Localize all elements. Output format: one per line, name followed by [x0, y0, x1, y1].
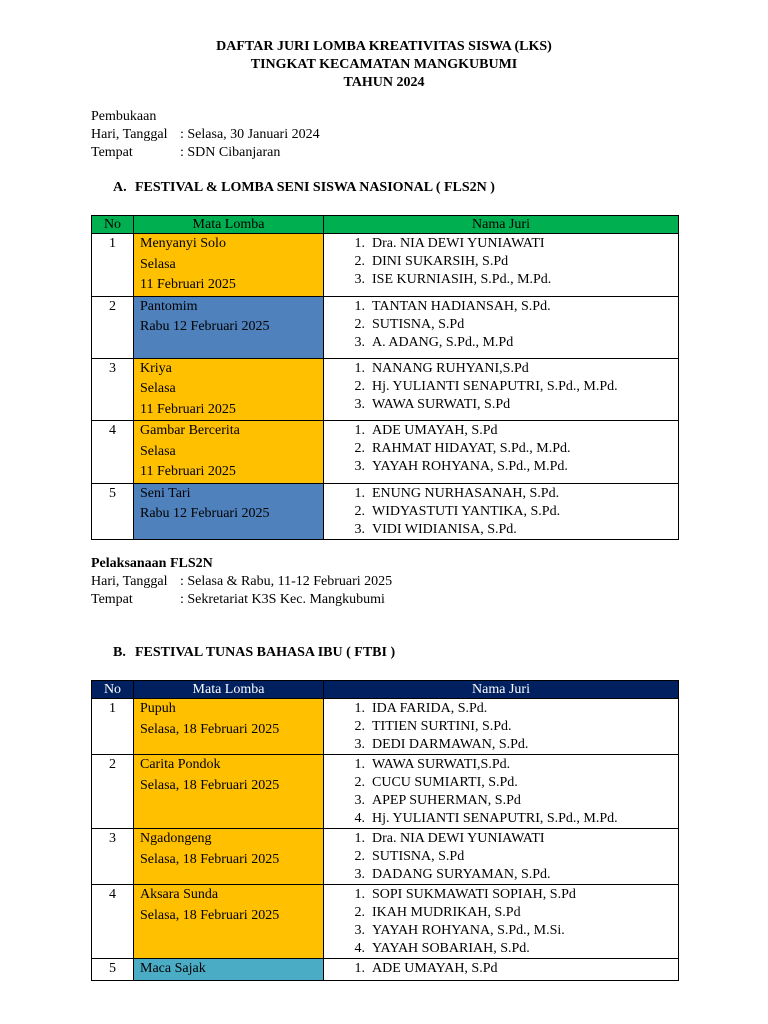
- list-number: 3.: [354, 793, 365, 808]
- list-number: 2.: [354, 849, 365, 864]
- juri-list-item: [324, 360, 678, 378]
- fls2n-table: [91, 215, 679, 540]
- juri-list: [324, 756, 678, 828]
- list-number: 1.: [354, 701, 365, 716]
- juri-name: TITIEN SURTINI, S.Pd.: [372, 719, 512, 734]
- mata-lomba-cell: [134, 829, 324, 885]
- row-number: 2: [92, 296, 134, 358]
- juri-name: DADANG SURYAMAN, S.Pd.: [372, 867, 551, 882]
- list-number: 3.: [354, 521, 365, 537]
- mata-lomba-text: Kriya: [140, 360, 172, 376]
- juri-name: APEP SUHERMAN, S.Pd: [372, 793, 521, 808]
- list-number: 1.: [354, 360, 365, 376]
- row-number: 4: [92, 885, 134, 959]
- row-number: 1: [92, 234, 134, 297]
- table-row: [92, 296, 679, 358]
- juri-name: SUTISNA, S.Pd: [372, 316, 465, 332]
- row-number: 1: [92, 699, 134, 755]
- section-a-title: FESTIVAL & LOMBA SENI SISWA NASIONAL ( FLS2N ): [135, 180, 495, 195]
- column-header-mata-lomba: Mata Lomba: [134, 681, 324, 699]
- juri-list-item: [324, 334, 678, 352]
- juri-list-item: [324, 886, 678, 904]
- juri-list-item: [324, 503, 678, 521]
- juri-name: RAHMAT HIDAYAT, S.Pd., M.Pd.: [372, 441, 571, 456]
- mata-lomba-text: Pupuh: [140, 701, 176, 716]
- title-line-2: TINGKAT KECAMATAN MANGKUBUMI: [250, 57, 518, 72]
- list-number: 1.: [354, 757, 365, 772]
- section-b-letter: B.: [113, 645, 126, 660]
- juri-list: [324, 422, 678, 476]
- juri-list-item: [324, 756, 678, 774]
- row-number: 2: [92, 755, 134, 829]
- juri-name: ISE KURNIASIH, S.Pd., M.Pd.: [372, 272, 552, 287]
- mata-lomba-cell: [134, 358, 324, 421]
- juri-list-item: [324, 848, 678, 866]
- list-number: 2.: [354, 441, 365, 456]
- table-row: [92, 421, 679, 484]
- mata-lomba-text: Selasa, 18 Februari 2025: [140, 777, 280, 793]
- list-number: 1.: [354, 423, 365, 438]
- juri-name: WAWA SURWATI, S.Pd: [372, 396, 511, 412]
- juri-name: DEDI DARMAWAN, S.Pd.: [372, 737, 529, 752]
- nama-juri-cell: [324, 959, 679, 981]
- list-number: 1.: [354, 961, 365, 976]
- ftbi-table: [91, 680, 679, 981]
- table-row: [92, 755, 679, 829]
- mata-lomba-text: Rabu 12 Februari 2025: [140, 506, 270, 521]
- mata-lomba-text: Pantomim: [140, 298, 198, 314]
- list-number: 1.: [354, 298, 365, 314]
- mata-lomba-text: 11 Februari 2025: [140, 277, 236, 292]
- juri-list-item: [324, 810, 678, 828]
- pelaksanaan-hari-value: : Selasa & Rabu, 11-12 Februari 2025: [180, 574, 393, 589]
- juri-list-item: [324, 792, 678, 810]
- table-row: [92, 699, 679, 755]
- juri-name: A. ADANG, S.Pd., M.Pd: [372, 334, 514, 350]
- mata-lomba-text: 11 Februari 2025: [140, 464, 236, 479]
- juri-name: VIDI WIDIANISA, S.Pd.: [372, 521, 517, 537]
- nama-juri-cell: [324, 699, 679, 755]
- column-header-mata-lomba: Mata Lomba: [134, 216, 324, 234]
- juri-list-item: [324, 736, 678, 754]
- pelaksanaan-tempat-value: : Sekretariat K3S Kec. Mangkubumi: [180, 592, 385, 607]
- juri-list-item: [324, 378, 678, 396]
- juri-name: Dra. NIA DEWI YUNIAWATI: [372, 236, 545, 251]
- column-header-nama-juri: Nama Juri: [324, 681, 679, 699]
- list-number: 2.: [354, 905, 365, 920]
- juri-list-item: [324, 866, 678, 884]
- mata-lomba-text: Ngadongeng: [140, 831, 212, 846]
- juri-list-item: [324, 700, 678, 718]
- nama-juri-cell: [324, 358, 679, 421]
- section-b-title: FESTIVAL TUNAS BAHASA IBU ( FTBI ): [135, 645, 396, 660]
- juri-list: [324, 886, 678, 958]
- nama-juri-cell: [324, 234, 679, 297]
- pelaksanaan-hari-key: Hari, Tanggal: [91, 574, 168, 589]
- juri-list-item: [324, 253, 678, 271]
- juri-list-item: [324, 521, 678, 539]
- mata-lomba-text: Selasa, 18 Februari 2025: [140, 907, 280, 923]
- table-row: [92, 234, 679, 297]
- pembukaan-tempat-value: : SDN Cibanjaran: [180, 145, 281, 160]
- pembukaan-label: Pembukaan: [91, 109, 157, 124]
- nama-juri-cell: [324, 885, 679, 959]
- pelaksanaan-info: [91, 555, 392, 609]
- section-a-heading: [113, 180, 495, 196]
- pembukaan-hari-value: : Selasa, 30 Januari 2024: [180, 127, 320, 142]
- nama-juri-cell: [324, 829, 679, 885]
- section-b-heading: [113, 645, 395, 661]
- juri-list-item: [324, 458, 678, 476]
- table-row: [92, 885, 679, 959]
- mata-lomba-text: Selasa, 18 Februari 2025: [140, 851, 280, 867]
- pembukaan-tempat-key: Tempat: [91, 145, 133, 160]
- juri-list-item: [324, 422, 678, 440]
- list-number: 2.: [354, 254, 365, 269]
- juri-list: [324, 235, 678, 289]
- table-row: [92, 829, 679, 885]
- juri-name: YAYAH SOBARIAH, S.Pd.: [372, 941, 530, 956]
- list-number: 3.: [354, 272, 365, 287]
- nama-juri-cell: [324, 755, 679, 829]
- mata-lomba-cell: [134, 755, 324, 829]
- list-number: 3.: [354, 396, 365, 412]
- juri-name: ADE UMAYAH, S.Pd: [372, 961, 498, 976]
- nama-juri-cell: [324, 296, 679, 358]
- mata-lomba-cell: [134, 483, 324, 539]
- juri-list: [324, 298, 678, 352]
- mata-lomba-text: Selasa: [140, 443, 176, 459]
- mata-lomba-text: Gambar Bercerita: [140, 423, 240, 438]
- juri-name: IDA FARIDA, S.Pd.: [372, 701, 488, 716]
- juri-list: [324, 485, 678, 539]
- juri-list-item: [324, 235, 678, 253]
- juri-name: NANANG RUHYANI,S.Pd: [372, 360, 529, 376]
- mata-lomba-text: Selasa: [140, 256, 176, 272]
- juri-list-item: [324, 774, 678, 792]
- juri-name: WAWA SURWATI,S.Pd.: [372, 757, 511, 772]
- row-number: 3: [92, 358, 134, 421]
- nama-juri-cell: [324, 483, 679, 539]
- list-number: 2.: [354, 503, 365, 519]
- juri-name: Hj. YULIANTI SENAPUTRI, S.Pd., M.Pd.: [372, 811, 618, 826]
- juri-list-item: [324, 440, 678, 458]
- mata-lomba-text: Aksara Sunda: [140, 887, 219, 902]
- column-header-nama-juri: Nama Juri: [324, 216, 679, 234]
- juri-name: YAYAH ROHYANA, S.Pd., M.Si.: [372, 923, 565, 938]
- list-number: 2.: [354, 775, 365, 790]
- table-row: [92, 483, 679, 539]
- pembukaan-info: [91, 108, 320, 162]
- column-header-no: No: [92, 216, 134, 234]
- title-line-3: TAHUN 2024: [343, 75, 425, 90]
- list-number: 3.: [354, 737, 365, 752]
- nama-juri-cell: [324, 421, 679, 484]
- section-a-letter: A.: [113, 180, 127, 195]
- mata-lomba-text: Selasa, 18 Februari 2025: [140, 721, 280, 737]
- mata-lomba-cell: [134, 959, 324, 981]
- list-number: 4.: [354, 941, 365, 956]
- column-header-no: No: [92, 681, 134, 699]
- juri-name: ADE UMAYAH, S.Pd: [372, 423, 498, 438]
- row-number: 5: [92, 483, 134, 539]
- table-header-row: [92, 681, 679, 699]
- juri-name: YAYAH ROHYANA, S.Pd., M.Pd.: [372, 459, 568, 474]
- mata-lomba-cell: [134, 699, 324, 755]
- juri-name: Dra. NIA DEWI YUNIAWATI: [372, 831, 545, 846]
- juri-list-item: [324, 718, 678, 736]
- pelaksanaan-tempat-key: Tempat: [91, 592, 133, 607]
- mata-lomba-text: Menyanyi Solo: [140, 236, 226, 251]
- juri-list-item: [324, 298, 678, 316]
- juri-list: [324, 700, 678, 754]
- juri-list: [324, 830, 678, 884]
- list-number: 3.: [354, 923, 365, 938]
- table-row: [92, 358, 679, 421]
- juri-name: Hj. YULIANTI SENAPUTRI, S.Pd., M.Pd.: [372, 378, 618, 394]
- juri-name: SUTISNA, S.Pd: [372, 849, 465, 864]
- list-number: 2.: [354, 378, 365, 394]
- list-number: 3.: [354, 459, 365, 474]
- list-number: 1.: [354, 236, 365, 251]
- row-number: 4: [92, 421, 134, 484]
- juri-name: TANTAN HADIANSAH, S.Pd.: [372, 298, 551, 314]
- juri-name: ENUNG NURHASANAH, S.Pd.: [372, 485, 560, 501]
- mata-lomba-cell: [134, 296, 324, 358]
- juri-name: DINI SUKARSIH, S.Pd: [372, 254, 509, 269]
- mata-lomba-text: Maca Sajak: [140, 961, 206, 976]
- mata-lomba-cell: [134, 421, 324, 484]
- juri-list-item: [324, 922, 678, 940]
- list-number: 2.: [354, 719, 365, 734]
- juri-list-item: [324, 940, 678, 958]
- list-number: 2.: [354, 316, 365, 332]
- juri-name: IKAH MUDRIKAH, S.Pd: [372, 905, 521, 920]
- mata-lomba-text: Seni Tari: [140, 485, 191, 501]
- juri-list-item: [324, 316, 678, 334]
- juri-list: [324, 360, 678, 414]
- mata-lomba-text: Rabu 12 Februari 2025: [140, 319, 270, 334]
- list-number: 1.: [354, 485, 365, 501]
- mata-lomba-text: Selasa: [140, 381, 176, 396]
- list-number: 4.: [354, 811, 365, 826]
- list-number: 3.: [354, 334, 365, 350]
- juri-name: CUCU SUMIARTI, S.Pd.: [372, 775, 518, 790]
- juri-list-item: [324, 960, 678, 978]
- table-header-row: [92, 216, 679, 234]
- juri-list: [324, 960, 678, 978]
- list-number: 3.: [354, 867, 365, 882]
- mata-lomba-cell: [134, 885, 324, 959]
- mata-lomba-text: Carita Pondok: [140, 757, 221, 772]
- title-line-1: DAFTAR JURI LOMBA KREATIVITAS SISWA (LKS): [216, 39, 552, 54]
- mata-lomba-cell: [134, 234, 324, 297]
- juri-name: SOPI SUKMAWATI SOPIAH, S.Pd: [372, 887, 576, 902]
- juri-list-item: [324, 830, 678, 848]
- table-row: [92, 959, 679, 981]
- document-title: [0, 38, 768, 92]
- juri-list-item: [324, 396, 678, 414]
- list-number: 1.: [354, 831, 365, 846]
- pembukaan-hari-key: Hari, Tanggal: [91, 127, 168, 142]
- juri-list-item: [324, 904, 678, 922]
- juri-list-item: [324, 485, 678, 503]
- row-number: 3: [92, 829, 134, 885]
- row-number: 5: [92, 959, 134, 981]
- mata-lomba-text: 11 Februari 2025: [140, 401, 236, 417]
- list-number: 1.: [354, 887, 365, 902]
- pelaksanaan-label: Pelaksanaan FLS2N: [91, 556, 213, 571]
- juri-list-item: [324, 271, 678, 289]
- juri-name: WIDYASTUTI YANTIKA, S.Pd.: [372, 503, 561, 519]
